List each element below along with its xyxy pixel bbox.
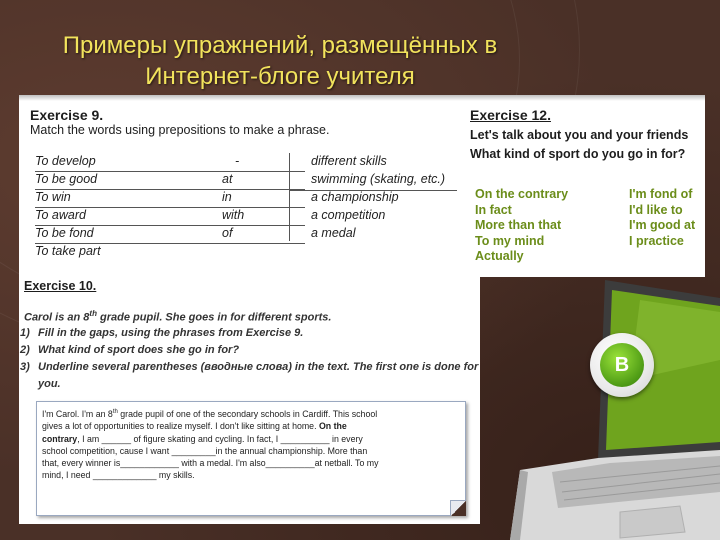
title-line-1: Примеры упражнений, размещённых в: [62, 32, 498, 59]
object-cell: different skills: [311, 154, 387, 168]
phrase-item: More than that: [475, 218, 562, 232]
intro-text: grade pupil. She goes in for different sports.: [96, 311, 332, 324]
laptop-illustration: [480, 260, 720, 540]
exercise9-title: Exercise 9.: [30, 107, 104, 123]
phrase-item: I'm fond of: [629, 187, 693, 201]
panel-shadow: [19, 95, 705, 101]
task-text-continued: you.: [38, 378, 61, 390]
text-fragment: I'm Carol. I'm an 8: [42, 408, 113, 419]
phrase-item: I practice: [629, 233, 684, 248]
table-row: [35, 243, 461, 261]
text-fragment: , I am ______ of figure skating and cycling. In fact, I __________ in every: [77, 433, 363, 444]
table-row: [35, 153, 461, 171]
text-fragment: grade pupil of one of the secondary schools in Cardiff. This school: [117, 408, 378, 419]
object-cell: a competition: [311, 208, 386, 222]
gap-fill-text: [36, 401, 466, 516]
underlined-parenthesis: On the: [318, 421, 347, 432]
exercise12: [470, 107, 700, 161]
object-cell: swimming (skating, etc.): [311, 172, 446, 186]
slide-title: [0, 30, 560, 92]
prep-cell: -: [235, 154, 240, 168]
phrase-item: I'm good at: [629, 218, 696, 232]
task-number: 2): [20, 344, 30, 356]
underlined-parenthesis: contrary: [42, 433, 78, 444]
text-line: [42, 433, 461, 445]
object-cell: a championship: [311, 190, 399, 204]
verb-cell: To develop: [35, 154, 96, 168]
intro-text: Carol is an 8: [24, 311, 90, 324]
text-fragment: school competition, cause I want _________in the annual championship. More than: [42, 445, 368, 456]
table-row: [35, 171, 461, 189]
text-fragment: gives a lot of opportunities to realize myself. I don't like sitting at home.: [42, 421, 319, 432]
table-row: [35, 189, 461, 207]
task-number: 3): [20, 361, 30, 373]
text-sup: th: [112, 409, 118, 415]
exercise12-line-2: What kind of sport do you go in for?: [470, 147, 686, 161]
task-number: 1): [20, 327, 30, 339]
title-line-2: Интернет-блоге учителя: [145, 63, 415, 90]
intro-sup: th: [89, 309, 97, 318]
list-item: [20, 361, 478, 378]
prep-cell: at: [222, 172, 233, 186]
prep-cell: in: [222, 190, 232, 204]
table-row: [35, 207, 461, 225]
table-row: [35, 225, 461, 243]
exercise10-intro: [24, 309, 331, 324]
verb-cell: To award: [35, 208, 86, 222]
text-fragment: mind, I need _____________ my skills.: [42, 470, 195, 481]
blogger-badge[interactable]: [590, 333, 654, 397]
exercise-panel-bottom: [19, 277, 480, 524]
exercise10-title: Exercise 10.: [24, 279, 97, 293]
task-list: [20, 327, 478, 395]
phrase-column-right: [629, 187, 695, 249]
phrase-item: Actually: [475, 249, 524, 263]
blogger-glyph: B: [614, 354, 630, 376]
phrase-item: To my mind: [475, 233, 545, 248]
exercise12-title: Exercise 12.: [470, 107, 551, 123]
list-item: [20, 344, 478, 361]
text-line: [42, 445, 461, 457]
exercise9-instruction: Match the words using prepositions to make a phrase.: [30, 123, 330, 137]
text-line: [42, 469, 461, 481]
verb-cell: To take part: [35, 244, 101, 258]
text-line: [42, 420, 461, 432]
phrase-column-left: [475, 187, 568, 265]
task-text: Fill in the gaps, using the phrases from Exercise 9.: [38, 327, 304, 339]
text-fragment: that, every winner is____________ with a medal. I'm also__________at netball. To my: [42, 458, 379, 469]
page-curl: [450, 500, 466, 516]
prep-cell: of: [222, 226, 233, 240]
object-cell: a medal: [311, 226, 356, 240]
laptop-trackpad: [620, 506, 685, 538]
verb-cell: To win: [35, 190, 71, 204]
verb-cell: To be fond: [35, 226, 94, 240]
task-text: What kind of sport does she go in for?: [38, 344, 240, 356]
phrase-item: I'd like to: [629, 202, 683, 217]
task-text: Underline several parentheses (вводные слова) in the text. The first one is done for: [38, 361, 479, 373]
exercise-panel-top: [19, 95, 705, 277]
phrase-item: In fact: [475, 202, 512, 217]
list-item: [20, 327, 478, 344]
text-line: [42, 406, 461, 420]
phrase-item: On the contrary: [475, 187, 569, 201]
prep-cell: with: [222, 208, 245, 222]
blogger-icon: [600, 343, 644, 387]
text-line: [42, 457, 461, 469]
verb-cell: To be good: [35, 172, 98, 186]
exercise12-line-1: Let's talk about you and your friends: [470, 128, 689, 142]
